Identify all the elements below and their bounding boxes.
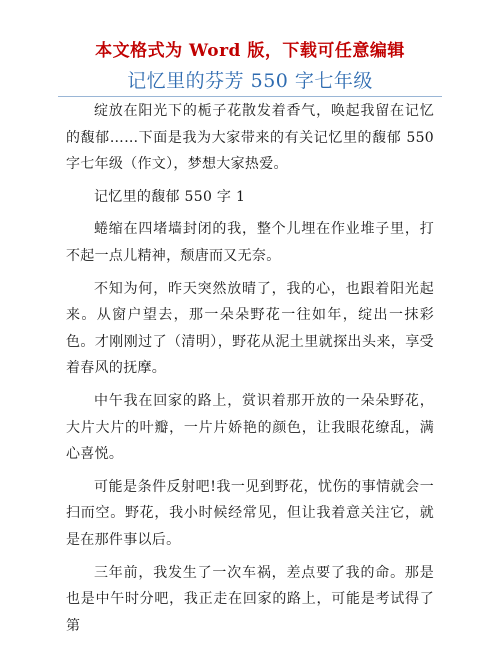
paragraph: 可能是条件反射吧!我一见到野花，忧伤的事情就会一扫而空。野花，我小时候经常见，但让我着意关注它，就是在那件事以后。 <box>66 478 434 548</box>
document-title: 记忆里的芬芳 550 字七年级 <box>127 70 373 92</box>
paragraph: 不知为何，昨天突然放晴了，我的心，也跟着阳光起来。从窗户望去，那一朵朵野花一往如年，绽出一抹彩色。才刚刚过了（清明），野花从泥土里就探出头来，享受着春风的抚摩。 <box>66 280 434 377</box>
title-divider <box>58 96 442 97</box>
paragraph: 中午我在回家的路上，赏识着那开放的一朵朵野花，大片大片的叶瓣，一片片娇艳的颜色，让我眼花缭乱，满心喜悦。 <box>66 392 434 463</box>
document-body <box>66 98 434 645</box>
paragraph: 三年前，我发生了一次车祸，差点要了我的命。那是也是中午时分吧，我正走在回家的路上，可能是考试得了第 <box>66 564 434 634</box>
paragraph-intro: 绽放在阳光下的栀子花散发着香气，唤起我留在记忆的馥郁……下面是我为大家带来的有关记忆里的馥郁 550 字七年级（作文），梦想大家热爱。 <box>66 103 434 173</box>
format-banner: 本文格式为 Word 版，下载可任意编辑 <box>95 41 405 61</box>
section-heading: 记忆里的馥郁 550 字 1 <box>94 188 246 205</box>
paragraph: 蜷缩在四堵墙封闭的我，整个儿埋在作业堆子里，打不起一点儿精神，颓唐而又无奈。 <box>66 221 434 264</box>
